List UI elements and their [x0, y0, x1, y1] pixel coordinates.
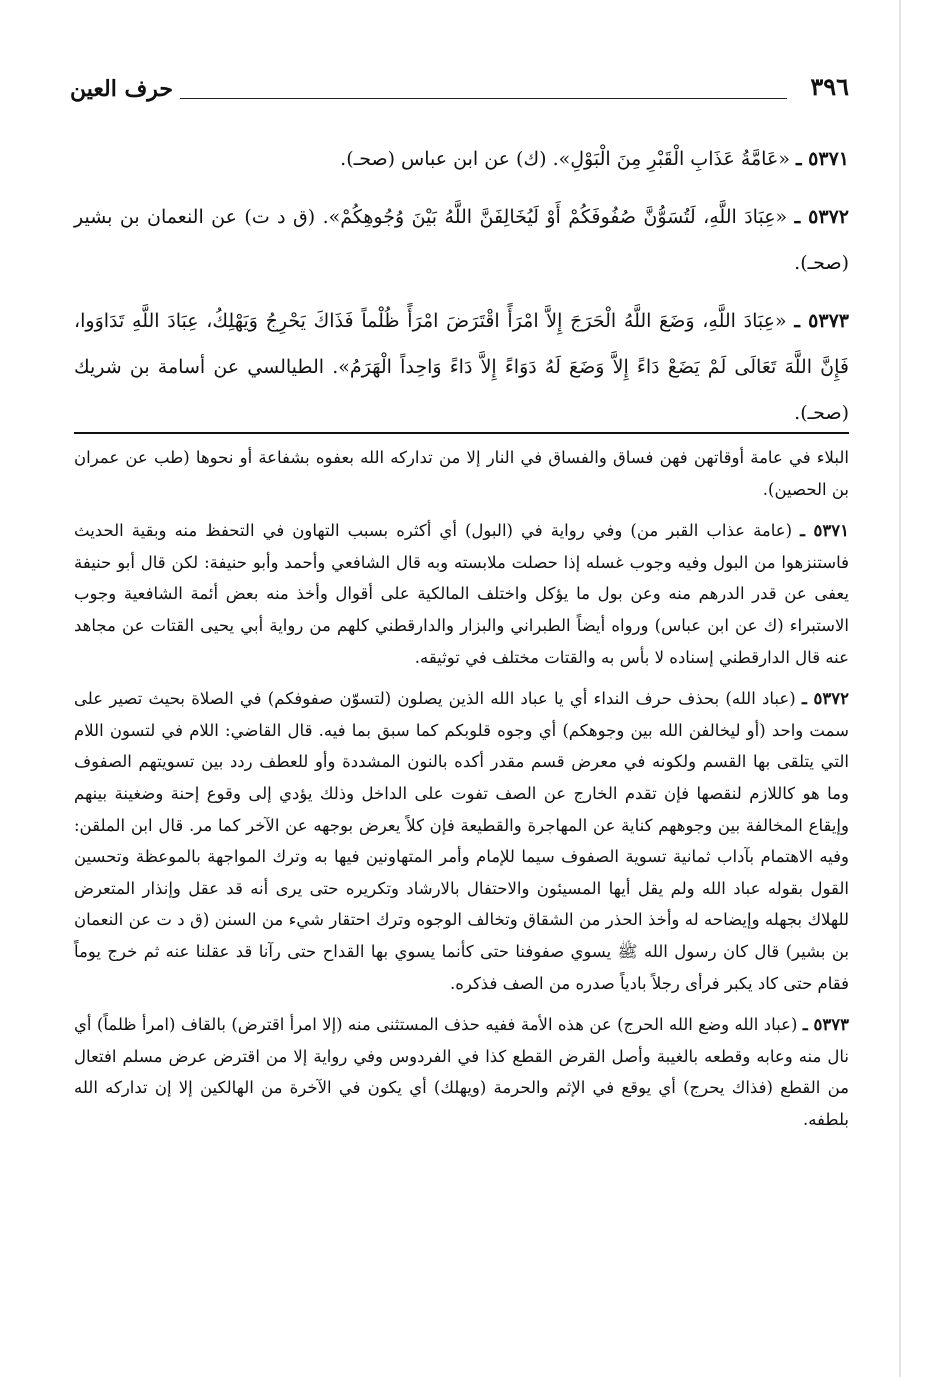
note-body: (عباد الله وضع الله الحرج) عن هذه الأمة ففيه حذف المستثنى منه (إلا امرأ اقترض) بالقاف (امرأ ظلماً) أي نال منه وعابه وقطعه بالغيبة وأصل القرض القطع كذا في الفردوس وفي رواية إلا من اقترض عرض مسلم افتعال من القطع (فذاك يحرج) أي يوقع في الإثم والحرمة (ويهلك) أي يكون في الآخرة من الهالكين إلا إن تداركه الله بلطفه.	[74, 1015, 849, 1129]
note-number: ٥٣٧٣ ـ	[802, 1015, 849, 1035]
hadith-5372	[74, 194, 849, 286]
hadith-number: ٥٣٧٣ ـ	[794, 310, 849, 332]
note-number: ٥٣٧٢ ـ	[801, 689, 849, 709]
note-body: (عباد الله) بحذف حرف النداء أي يا عباد الله الذين يصلون (لتسوّن صفوفكم) في الصلاة بحيث تصير على سمت واحد (أو ليخالفن الله بين وجوهكم) أي وجوه قلوبكم كما سبق بما فيه. قال القاضي: اللام في لتسون اللام التي يتلقى بها القسم ولكونه في معرض قسم مقدر أكده بالنون المشددة وأو للعطف ردد بين تسويتهم الصفوف وما هو كاللازم لنقصها فإن تقدم الخارج عن الصف تفوت على الداخل وذلك يؤدي إلى وقوع إحنة وضغينة بينهم وإيقاع المخالفة بين وجوههم كناية عن المهاجرة والقطيعة فإن كلاً يعرض بوجهه عن الآخر كما مر. قال ابن الملقن: وفيه الاهتمام بآداب ثمانية تسوية الصفوف سيما للإمام وأمر المتهاونين فيها به وترك المواجهة بالموعظة وتحسين القول بقوله عباد الله ولم يقل أيها المسيئون والاحتفال بالارشاد وتكريره حتى يرى أنه قد عقل وإنذار المتعرض للهلاك بجهله وإيضاحه له وأخذ الحذر من الشقاق وتخالف الوجوه وترك احتقار شيء من السنن (ق د ت عن النعمان بن بشير) قال كان رسول الله ﷺ يسوي صفوفنا حتى كأنما يسوي بها القداح حتى رآنا قد عقلنا عنه ثم خرج يوماً فقام حتى كاد يكبر فرأى رجلاً بادياً صدره من الصف فذكره.	[74, 689, 849, 993]
hadith-text	[74, 136, 849, 448]
commentary-note-5373	[74, 1009, 849, 1135]
commentary-continuation: البلاء في عامة أوقاتهن فهن فساق والفساق في النار إلا من تداركه الله بعفوه بشفاعة أو نحوها (طب عن عمران بن الحصين).	[74, 448, 849, 499]
note-number: ٥٣٧١ ـ	[800, 521, 849, 541]
header-rule	[180, 98, 787, 99]
page-header	[70, 72, 849, 112]
running-title: حرف العين	[70, 76, 174, 102]
page-number: ٣٩٦	[810, 72, 849, 101]
hadith-body: «عِبَادَ اللَّهِ، لَتُسَوُّنَّ صُفُوفَكُمْ أَوْ لَيُخَالِفَنَّ اللَّهُ بَيْنَ وُجُوهِكُمْ». (ق د ت) عن النعمان بن بشير (صحـ).	[74, 206, 849, 274]
note-body: (عامة عذاب القبر من) وفي رواية في (البول) أي أكثره بسبب التهاون في التحفظ منه وبقية الحديث فاستنزهوا من البول وفيه وجوب غسله إذا حصلت ملابسته وبه قال الشافعي وأحمد وأبو حنيفة: لكن قال أبو حنيفة يعفى عن قدر الدرهم منه وعن بول ما يؤكل واختلف المالكية على أقوال وأخذ منه بعض أئمة الشافعية وجوب الاستبراء (ك عن ابن عباس) ورواه أيضاً الطبراني والبزار والدارقطني كلهم من رواية أبي يحيى القتات عن مجاهد عنه قال الدارقطني إسناده لا بأس به والقتات مختلف في توثيقه.	[74, 521, 849, 667]
scan-edge	[899, 0, 901, 1377]
hadith-number: ٥٣٧٢ ـ	[794, 206, 849, 228]
hadith-body: «عَامَّةُ عَذَابِ الْقَبْرِ مِنَ الْبَوْلِ». (ك) عن ابن عباس (صحـ).	[340, 148, 790, 170]
hadith-5371	[74, 136, 849, 182]
commentary-note-5372	[74, 683, 849, 999]
commentary-note-5371	[74, 515, 849, 673]
hadith-5373	[74, 298, 849, 436]
commentary-section	[74, 442, 849, 1145]
hadith-body: «عِبَادَ اللَّهِ، وَضَعَ اللَّهُ الْحَرَجَ إِلاَّ امْرَأً اقْتَرَضَ امْرَأً ظُلْماً فَذَاكَ يَحْرِجُ وَيَهْلِكُ، عِبَادَ اللَّهِ تَدَاوَوا، فَإِنَّ اللَّهَ تَعَالَى لَمْ يَضَعْ دَاءً إِلاَّ وَضَعَ لَهُ دَوَاءً إِلاَّ دَاءً وَاحِداً الْهَرَمُ». الطيالسي عن أسامة بن شريك (صحـ).	[74, 310, 849, 424]
hadith-number: ٥٣٧١ ـ	[795, 148, 849, 170]
footnote-divider	[74, 432, 849, 434]
